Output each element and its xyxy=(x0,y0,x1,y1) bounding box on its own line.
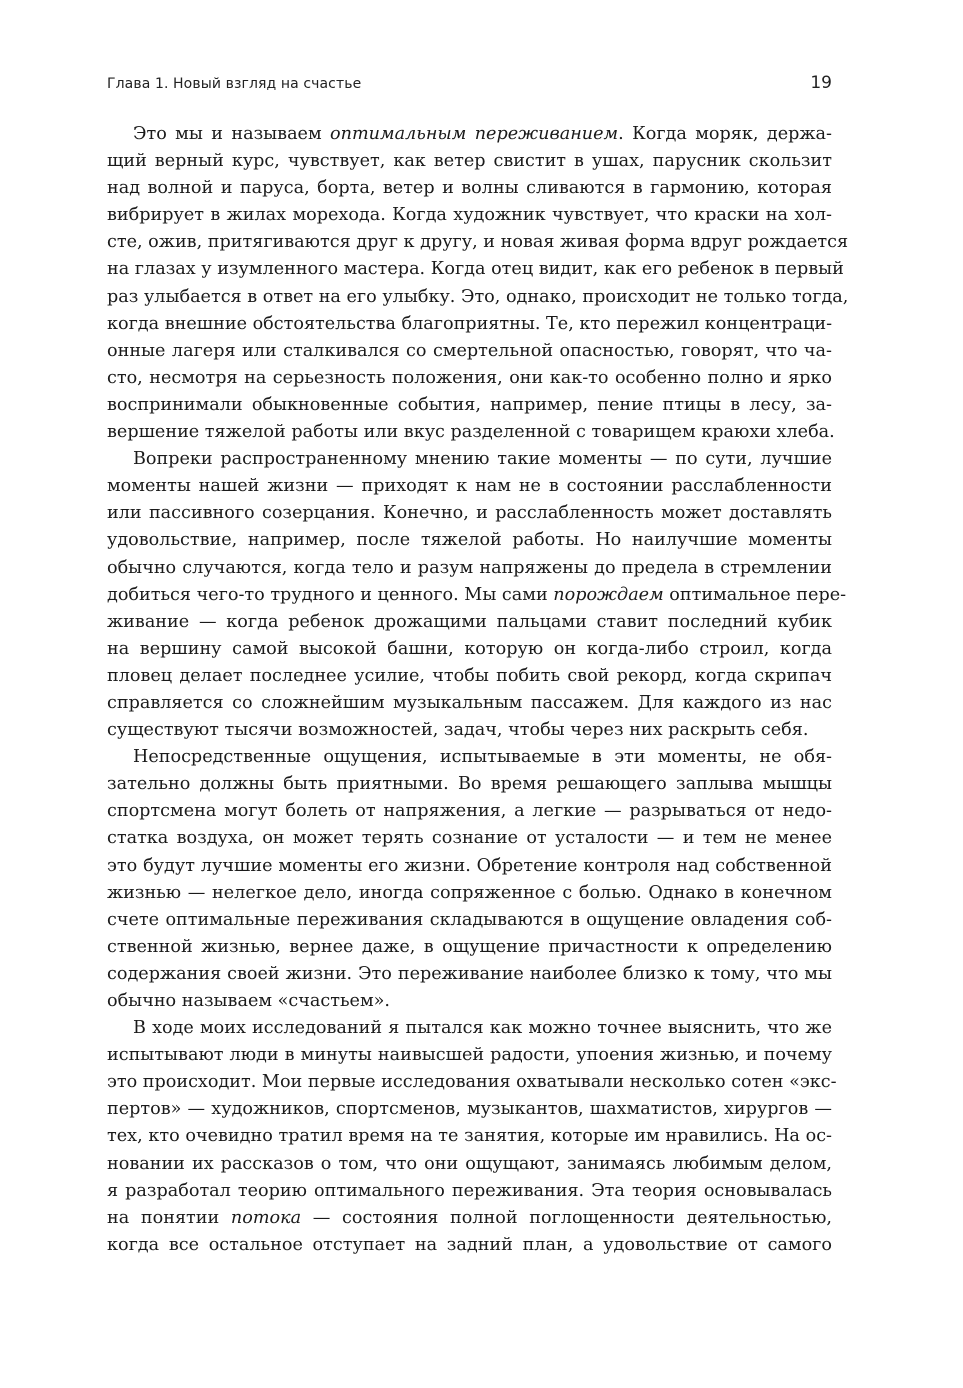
text-run: когда все остальное отступает на задний план, а удовольствие от самого xyxy=(107,1234,832,1255)
text-line xyxy=(107,284,849,311)
text-run: Это мы и называем xyxy=(133,124,331,144)
text-run: зательно должны быть приятными. Во время решающего заплыва мышцы xyxy=(107,774,832,795)
text-run: спортсмена могут болеть от напряжения, а легкие — разрываться от недо- xyxy=(107,801,832,822)
text-run: В ходе моих исследований я пытался как можно точнее выяснить, что же xyxy=(133,1018,832,1039)
text-run: сте, ожив, притягиваются друг к другу, и новая живая форма вдруг рождается xyxy=(107,232,849,253)
text-run: когда внешние обстоятельства благоприятны. Те, кто пережил концентраци- xyxy=(107,313,833,334)
text-run: существуют тысячи возможностей, задач, чтобы через них раскрыть себя. xyxy=(107,720,809,741)
text-line xyxy=(107,853,832,880)
text-line xyxy=(107,1151,832,1178)
text-run: пертов» — художников, спортсменов, музыкантов, шахматистов, хирургов — xyxy=(107,1099,832,1120)
text-line xyxy=(107,175,832,202)
text-run: это происходит. Мои первые исследования охватывали несколько сотен «экс- xyxy=(107,1072,837,1093)
text-line xyxy=(107,527,832,554)
text-run: содержания своей жизни. Это переживание наиболее близко к тому, что мы xyxy=(107,963,832,984)
text-line xyxy=(107,202,832,229)
text-line xyxy=(107,148,832,175)
body-text xyxy=(107,121,849,1259)
text-line xyxy=(107,392,832,419)
text-line xyxy=(107,1015,832,1042)
text-run: Вопреки распространенному мнению такие моменты — по сути, лучшие xyxy=(133,449,832,470)
text-run: оптимальное пере- xyxy=(663,584,847,605)
text-run: моменты нашей жизни — приходят к нам не в состоянии расслабленности xyxy=(107,476,832,497)
text-run: или пассивного созерцания. Конечно, и расслабленность может доставлять xyxy=(107,503,832,524)
text-line xyxy=(107,825,832,852)
text-line xyxy=(107,338,832,365)
paragraph xyxy=(107,744,832,1015)
italic-phrase: оптимальным переживанием xyxy=(330,124,619,144)
text-line xyxy=(107,582,847,609)
text-run: щий верный курс, чувствует, как ветер свистит в ушах, парусник скользит xyxy=(107,151,832,172)
text-line xyxy=(107,365,832,392)
text-run: — состояния полной поглощенности деятельностью, xyxy=(301,1207,832,1228)
text-line xyxy=(107,256,844,283)
text-run: онные лагеря или сталкивался со смертельной опасностью, говорят, что ча- xyxy=(107,340,832,361)
text-run: на вершину самой высокой башни, которую он когда-либо строил, когда xyxy=(107,638,832,659)
text-line xyxy=(107,609,832,636)
text-run: добиться чего-то трудного и ценного. Мы сами xyxy=(107,584,554,605)
text-run: сто, несмотря на серьезность положения, они как-то особенно полно и ярко xyxy=(107,367,832,388)
text-run: обычно случаются, когда тело и разум напряжены до предела в стремлении xyxy=(107,557,832,578)
text-line xyxy=(107,555,832,582)
text-run: справляется со сложнейшим музыкальным пассажем. Для каждого из нас xyxy=(107,692,832,713)
text-run: удовольствие, например, после тяжелой работы. Но наилучшие моменты xyxy=(107,530,832,551)
text-run: вершение тяжелой работы или вкус разделенной с товарищем краюхи хлеба. xyxy=(107,422,835,443)
text-line xyxy=(107,907,832,934)
text-run: новании их рассказов о том, что они ощущают, занимаясь любимым делом, xyxy=(107,1153,832,1174)
text-line xyxy=(107,1232,832,1259)
text-line xyxy=(107,636,832,663)
paragraph xyxy=(107,121,849,446)
text-line xyxy=(107,1096,832,1123)
text-line xyxy=(107,934,832,961)
text-run: вибрирует в жилах морехода. Когда художник чувствует, что краски на хол- xyxy=(107,205,832,226)
text-run: над волной и паруса, борта, ветер и волны сливаются в гармонию, которая xyxy=(107,178,832,199)
text-line xyxy=(107,663,832,690)
text-line xyxy=(107,121,832,148)
text-run: счете оптимальные переживания складываются в ощущение овладения соб- xyxy=(107,909,832,930)
text-line xyxy=(107,1205,832,1232)
text-run: воспринимали обыкновенные события, например, пение птицы в лесу, за- xyxy=(107,394,832,415)
text-run: пловец делает последнее усилие, чтобы побить свой рекорд, когда скрипач xyxy=(107,665,832,686)
text-run: раз улыбается в ответ на его улыбку. Это, однако, происходит не только тогда, xyxy=(107,286,849,307)
paragraph xyxy=(107,446,847,744)
italic-phrase: порождаем xyxy=(553,584,664,605)
text-run: жизнью — нелегкое дело, иногда сопряженное с болью. Однако в конечном xyxy=(107,882,832,903)
page-number: 19 xyxy=(810,73,832,93)
text-line xyxy=(107,798,832,825)
paragraph xyxy=(107,1015,837,1259)
text-line xyxy=(107,961,832,988)
text-line xyxy=(107,717,832,744)
text-run: я разработал теорию оптимального переживания. Эта теория основывалась xyxy=(107,1180,832,1201)
text-run: статка воздуха, он может терять сознание от усталости — и тем не менее xyxy=(107,828,832,849)
text-line xyxy=(107,473,832,500)
text-line xyxy=(107,446,832,473)
text-run: испытывают люди в минуты наивысшей радости, упоения жизнью, и почему xyxy=(107,1045,832,1066)
text-line xyxy=(107,311,832,338)
text-line xyxy=(107,419,835,446)
text-line xyxy=(107,1123,832,1150)
text-run: тех, кто очевидно тратил время на те занятия, которые им нравились. На ос- xyxy=(107,1126,832,1147)
text-run: живание — когда ребенок дрожащими пальцами ставит последний кубик xyxy=(107,611,832,632)
text-line xyxy=(107,1042,832,1069)
text-line xyxy=(107,690,832,717)
running-head xyxy=(107,73,832,96)
text-line xyxy=(107,744,832,771)
italic-phrase: потока xyxy=(230,1207,302,1228)
text-run: . Когда моряк, держа- xyxy=(618,124,832,144)
text-line xyxy=(107,771,832,798)
text-run: ственной жизнью, вернее даже, в ощущение причастности к определению xyxy=(107,936,832,957)
text-run: на понятии xyxy=(107,1207,231,1228)
text-line xyxy=(107,1069,837,1096)
text-run: на глазах у изумленного мастера. Когда отец видит, как его ребенок в первый xyxy=(107,259,844,280)
text-run: это будут лучшие моменты его жизни. Обретение контроля над собственной xyxy=(107,855,832,876)
text-line xyxy=(107,500,832,527)
text-run: Непосредственные ощущения, испытываемые в эти моменты, не обя- xyxy=(133,747,832,768)
chapter-title: Глава 1. Новый взгляд на счастье xyxy=(107,76,362,92)
text-run: обычно называем «счастьем». xyxy=(107,991,390,1011)
text-line xyxy=(107,229,849,256)
text-line xyxy=(107,880,832,907)
text-line xyxy=(107,1178,832,1205)
text-line xyxy=(107,988,832,1015)
